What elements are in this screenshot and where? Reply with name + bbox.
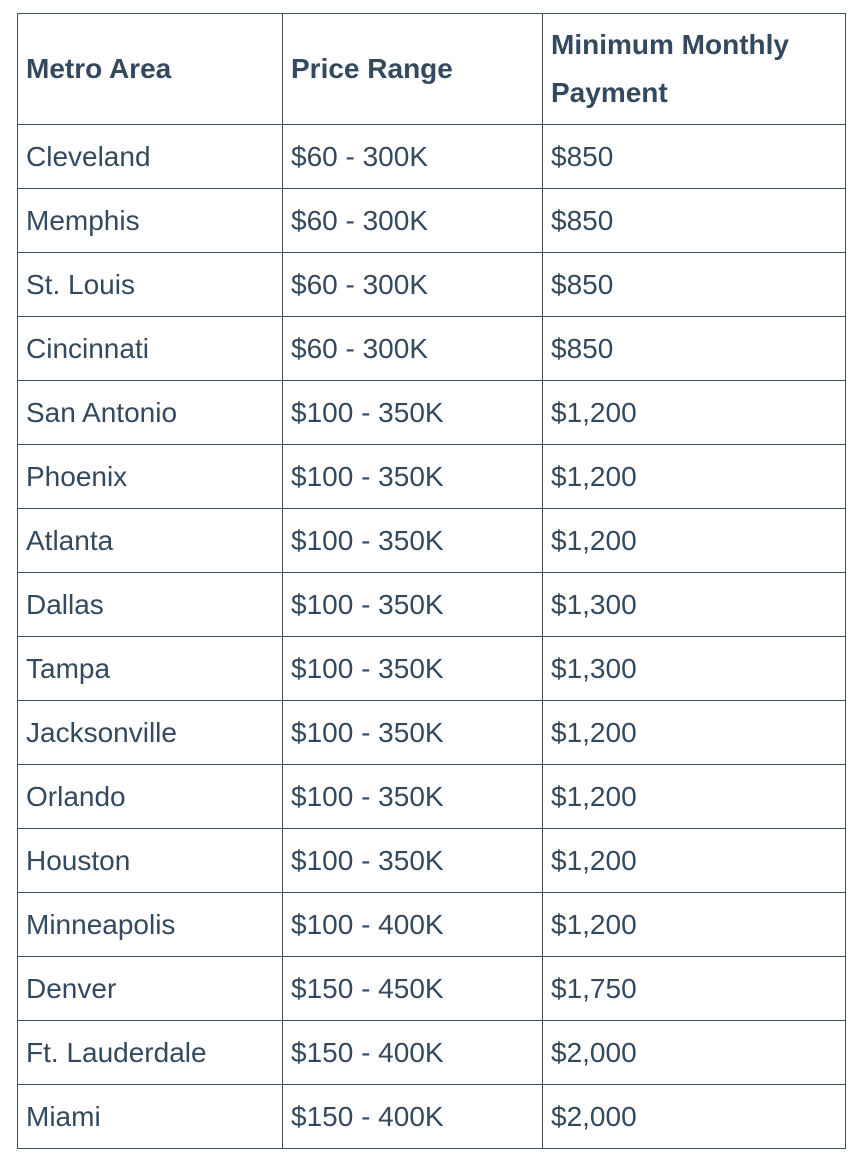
price-range-cell: $100 - 350K [283, 829, 543, 893]
table-body [18, 125, 846, 1149]
price-range-cell: $150 - 400K [283, 1085, 543, 1149]
table-row [18, 381, 846, 445]
table-row [18, 317, 846, 381]
table-row [18, 445, 846, 509]
metro-price-table [17, 13, 846, 1149]
metro-area-cell: Minneapolis [18, 893, 283, 957]
table-row [18, 509, 846, 573]
header-minimum-monthly-payment: Minimum Monthly Payment [543, 14, 846, 125]
table-row [18, 829, 846, 893]
table-row [18, 1085, 846, 1149]
metro-area-cell: Cleveland [18, 125, 283, 189]
table-row [18, 189, 846, 253]
price-range-cell: $60 - 300K [283, 125, 543, 189]
monthly-payment-cell: $1,750 [543, 957, 846, 1021]
price-range-cell: $100 - 350K [283, 509, 543, 573]
metro-area-cell: Denver [18, 957, 283, 1021]
monthly-payment-cell: $1,200 [543, 765, 846, 829]
metro-area-cell: Dallas [18, 573, 283, 637]
metro-area-cell: Atlanta [18, 509, 283, 573]
table-row [18, 125, 846, 189]
price-range-cell: $150 - 400K [283, 1021, 543, 1085]
monthly-payment-cell: $850 [543, 317, 846, 381]
monthly-payment-cell: $1,200 [543, 701, 846, 765]
header-price-range: Price Range [283, 14, 543, 125]
metro-area-cell: Tampa [18, 637, 283, 701]
table-row [18, 573, 846, 637]
metro-area-cell: Miami [18, 1085, 283, 1149]
monthly-payment-cell: $2,000 [543, 1085, 846, 1149]
table-row [18, 765, 846, 829]
monthly-payment-cell: $1,200 [543, 445, 846, 509]
metro-area-cell: Cincinnati [18, 317, 283, 381]
price-range-cell: $100 - 400K [283, 893, 543, 957]
metro-area-cell: St. Louis [18, 253, 283, 317]
price-range-cell: $100 - 350K [283, 701, 543, 765]
monthly-payment-cell: $1,200 [543, 893, 846, 957]
price-range-cell: $150 - 450K [283, 957, 543, 1021]
table-row [18, 637, 846, 701]
monthly-payment-cell: $1,300 [543, 573, 846, 637]
monthly-payment-cell: $1,200 [543, 381, 846, 445]
table-row [18, 957, 846, 1021]
metro-area-cell: Orlando [18, 765, 283, 829]
metro-area-cell: Jacksonville [18, 701, 283, 765]
metro-area-cell: Ft. Lauderdale [18, 1021, 283, 1085]
price-range-cell: $100 - 350K [283, 637, 543, 701]
price-range-cell: $100 - 350K [283, 381, 543, 445]
header-metro-area: Metro Area [18, 14, 283, 125]
monthly-payment-cell: $1,200 [543, 509, 846, 573]
table-header-row [18, 14, 846, 125]
price-range-cell: $60 - 300K [283, 317, 543, 381]
price-range-cell: $60 - 300K [283, 253, 543, 317]
table-container [17, 13, 846, 1149]
monthly-payment-cell: $1,200 [543, 829, 846, 893]
table-row [18, 253, 846, 317]
monthly-payment-cell: $850 [543, 189, 846, 253]
price-range-cell: $100 - 350K [283, 445, 543, 509]
metro-area-cell: Houston [18, 829, 283, 893]
table-row [18, 1021, 846, 1085]
monthly-payment-cell: $850 [543, 253, 846, 317]
price-range-cell: $60 - 300K [283, 189, 543, 253]
monthly-payment-cell: $1,300 [543, 637, 846, 701]
monthly-payment-cell: $850 [543, 125, 846, 189]
table-row [18, 701, 846, 765]
metro-area-cell: Memphis [18, 189, 283, 253]
monthly-payment-cell: $2,000 [543, 1021, 846, 1085]
price-range-cell: $100 - 350K [283, 573, 543, 637]
metro-area-cell: Phoenix [18, 445, 283, 509]
table-row [18, 893, 846, 957]
price-range-cell: $100 - 350K [283, 765, 543, 829]
metro-area-cell: San Antonio [18, 381, 283, 445]
